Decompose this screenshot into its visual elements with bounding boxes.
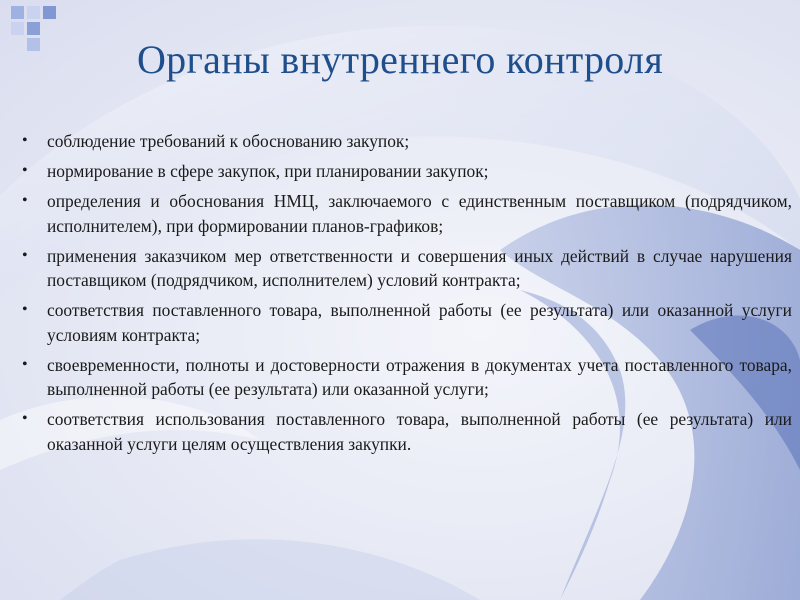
bullet-text: применения заказчиком мер ответственности и совершения иных действий в случае нарушения поставщиком (подрядчиком, исполнителем) условий контракта;: [47, 245, 792, 290]
bullet-text: соответствия использования поставленного товара, выполненной работы (ее результата) или оказанной услуги целям осуществления закупки.: [47, 409, 792, 454]
bullet-dot-icon: •: [22, 246, 28, 264]
bullet-dot-icon: •: [22, 192, 28, 209]
bullet-text: соответствия поставленного товара, выполненной работы (ее результата) или оказанной услуги условиям контракта;: [47, 300, 792, 345]
bullet-item: [20, 244, 792, 293]
bullet-dot-icon: •: [22, 410, 28, 427]
bullet-item: [20, 353, 792, 402]
bullet-dot-icon: •: [22, 355, 28, 373]
bullet-text: своевременности, полноты и достоверности отражения в документах учета поставленного товара, выполненной работы (ее результата) или оказанной услуги;: [47, 354, 792, 399]
bullet-dot-icon: •: [22, 132, 28, 149]
bullet-item: [20, 407, 792, 456]
bullet-text: определения и обоснования НМЦ, заключаемого с единственным поставщиком (подрядчиком, исполнителем), при формировании планов-графиков;: [47, 191, 792, 236]
bullet-item: [20, 298, 792, 347]
bullet-text: нормирование в сфере закупок, при планировании закупок;: [47, 161, 489, 181]
slide-title: Органы внутреннего контроля: [136, 37, 664, 82]
bullet-item: [20, 159, 792, 184]
bullet-text: соблюдение требований к обоснованию закупок;: [47, 131, 410, 151]
bullet-item: [20, 189, 792, 238]
bullet-item: [20, 129, 792, 154]
bullet-dot-icon: •: [22, 301, 28, 318]
bullet-list: [20, 129, 792, 462]
bullet-dot-icon: •: [22, 162, 28, 179]
